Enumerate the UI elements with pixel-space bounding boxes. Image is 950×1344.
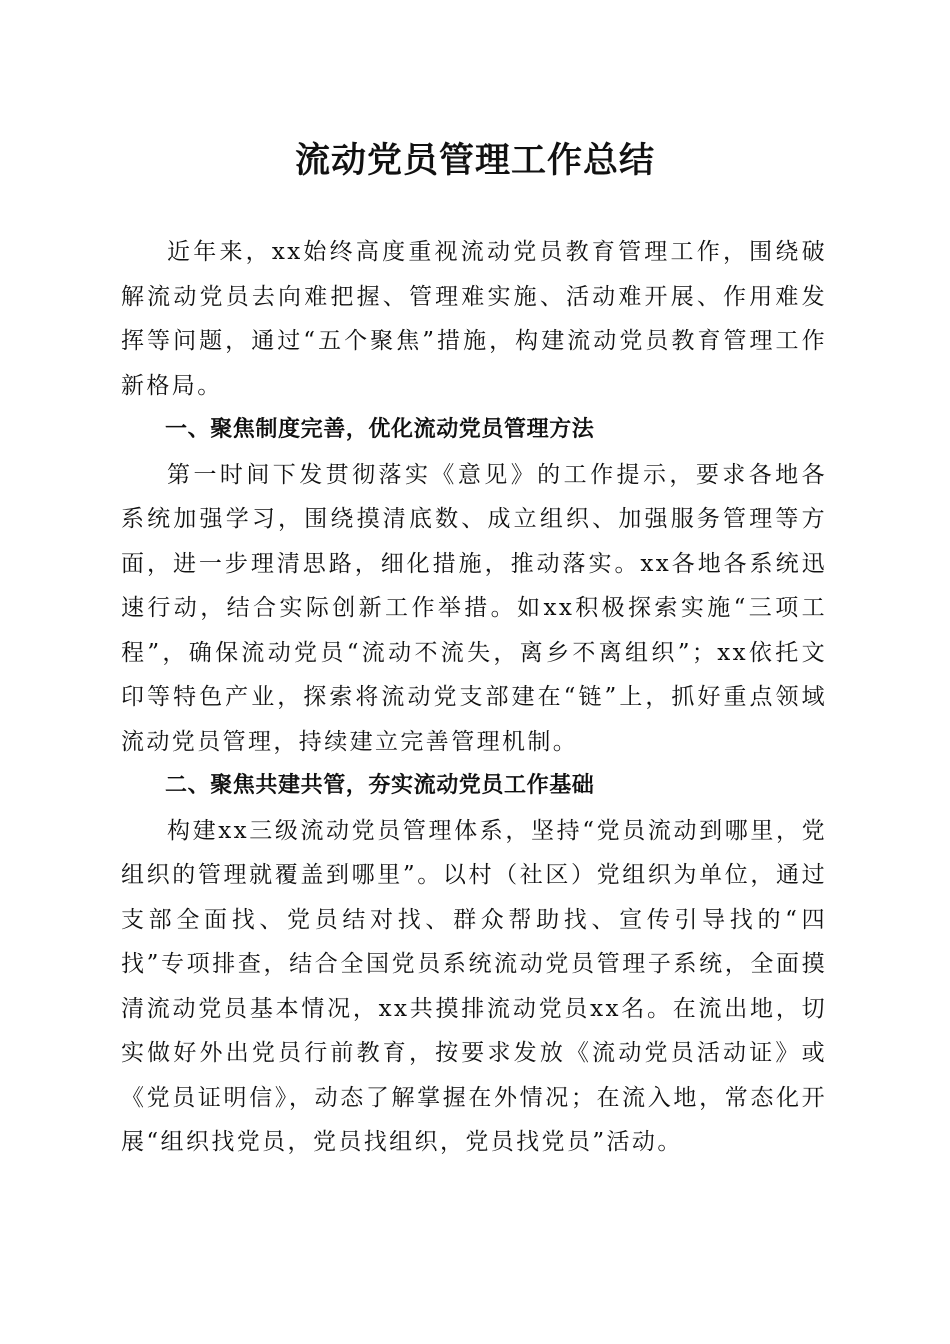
section-2-heading: 二、聚焦共建共管，夯实流动党员工作基础 [165,773,595,798]
document-body [121,230,827,1165]
section-1-paragraph: 第一时间下发贯彻落实《意见》的工作提示，要求各地各系统加强学习，围绕摸清底数、成立组织、加强服务管理等方面，进一步理清思路，细化措施，推动落实。xx各地各系统迅速行动，结合实际创新工作举措。如xx积极探索实施“三项工程”，确保流动党员“流动不流失，离乡不离组织”；xx依托文印等特色产业，探索将流动党支部建在“链”上，抓好重点领域流动党员管理，持续建立完善管理机制。 [121,461,827,755]
intro-paragraph: 近年来，xx始终高度重视流动党员教育管理工作，围绕破解流动党员去向难把握、管理难实施、活动难开展、作用难发挥等问题，通过“五个聚焦”措施，构建流动党员教育管理工作新格局。 [121,239,827,399]
section-2-paragraph: 构建xx三级流动党员管理体系，坚持“党员流动到哪里，党组织的管理就覆盖到哪里”。以村（社区）党组织为单位，通过支部全面找、党员结对找、群众帮助找、宣传引导找的“四找”专项排查，结合全国党员系统流动党员管理子系统，全面摸清流动党员基本情况，xx共摸排流动党员xx名。在流出地，切实做好外出党员行前教育，按要求发放《流动党员活动证》或《党员证明信》，动态了解掌握在外情况；在流入地，常态化开展“组织找党员，党员找组织，党员找党员”活动。 [121,817,827,1155]
section-1-heading: 一、聚焦制度完善，优化流动党员管理方法 [165,417,595,442]
document-title: 流动党员管理工作总结 [294,140,655,181]
